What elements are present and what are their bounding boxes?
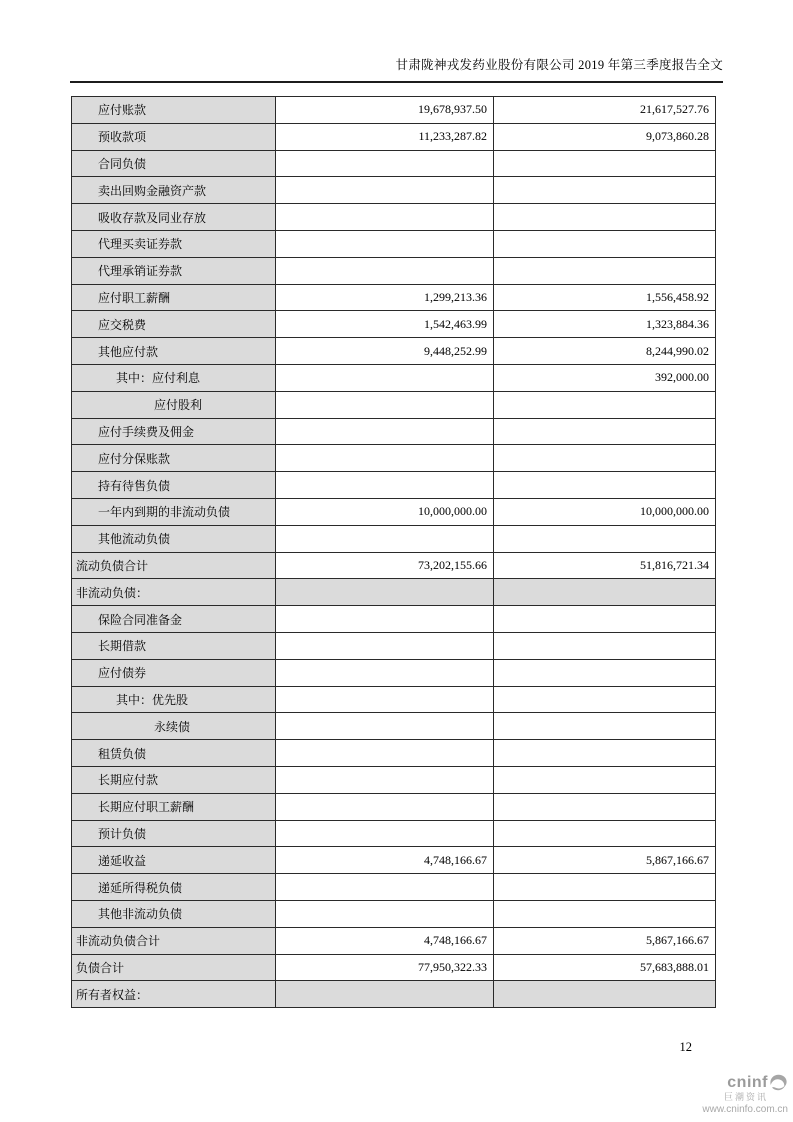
value-period-begin <box>494 659 716 686</box>
table-row <box>72 150 716 177</box>
value-period-end: 1,299,213.36 <box>276 284 494 311</box>
value-period-begin <box>494 257 716 284</box>
value-period-begin <box>494 445 716 472</box>
table-row <box>72 204 716 231</box>
value-period-end <box>276 391 494 418</box>
value-period-end <box>276 364 494 391</box>
value-period-begin: 9,073,860.28 <box>494 123 716 150</box>
row-label: 代理承销证券款 <box>72 257 276 284</box>
table-row <box>72 874 716 901</box>
value-period-begin <box>494 150 716 177</box>
table-row <box>72 257 716 284</box>
value-period-end: 77,950,322.33 <box>276 954 494 981</box>
row-label: 合同负债 <box>72 150 276 177</box>
row-label: 租赁负债 <box>72 740 276 767</box>
value-period-begin: 5,867,166.67 <box>494 847 716 874</box>
value-period-end: 11,233,287.82 <box>276 123 494 150</box>
value-period-end <box>276 740 494 767</box>
table-row <box>72 793 716 820</box>
value-period-end: 73,202,155.66 <box>276 552 494 579</box>
value-period-end <box>276 766 494 793</box>
value-period-begin <box>494 740 716 767</box>
value-period-end <box>276 150 494 177</box>
value-period-end <box>276 445 494 472</box>
value-period-begin: 57,683,888.01 <box>494 954 716 981</box>
value-period-begin: 21,617,527.76 <box>494 97 716 124</box>
value-period-begin <box>494 900 716 927</box>
cninfo-logo <box>658 1074 788 1115</box>
row-label: 持有待售负债 <box>72 472 276 499</box>
value-period-end <box>276 257 494 284</box>
row-label: 永续债 <box>72 713 276 740</box>
value-period-begin <box>494 606 716 633</box>
value-period-end <box>276 525 494 552</box>
value-period-end: 4,748,166.67 <box>276 927 494 954</box>
row-label: 流动负债合计 <box>72 552 276 579</box>
cninfo-brand-row <box>658 1074 788 1092</box>
row-label: 非流动负债： <box>72 579 276 606</box>
page-header-title: 甘肃陇神戎发药业股份有限公司 2019 年第三季度报告全文 <box>395 58 723 72</box>
value-period-begin <box>494 981 716 1008</box>
table-row <box>72 686 716 713</box>
table-row <box>72 847 716 874</box>
row-label: 应付股利 <box>72 391 276 418</box>
cninfo-swirl-icon <box>769 1074 788 1091</box>
row-label: 所有者权益： <box>72 981 276 1008</box>
value-period-end: 1,542,463.99 <box>276 311 494 338</box>
table-row <box>72 418 716 445</box>
balance-sheet-body <box>72 97 716 1008</box>
value-period-begin: 1,323,884.36 <box>494 311 716 338</box>
cninfo-url: www.cninfo.com.cn <box>702 1104 788 1116</box>
value-period-begin: 10,000,000.00 <box>494 498 716 525</box>
table-row <box>72 230 716 257</box>
table-row <box>72 123 716 150</box>
row-label: 应付债券 <box>72 659 276 686</box>
row-label: 应付职工薪酬 <box>72 284 276 311</box>
row-label: 应付分保账款 <box>72 445 276 472</box>
table-row <box>72 766 716 793</box>
table-row <box>72 981 716 1008</box>
value-period-end <box>276 900 494 927</box>
value-period-begin: 5,867,166.67 <box>494 927 716 954</box>
table-row <box>72 391 716 418</box>
row-label: 其中：应付利息 <box>72 364 276 391</box>
table-row <box>72 632 716 659</box>
value-period-begin <box>494 713 716 740</box>
value-period-end <box>276 981 494 1008</box>
value-period-begin <box>494 579 716 606</box>
row-label: 应交税费 <box>72 311 276 338</box>
value-period-begin <box>494 686 716 713</box>
table-row <box>72 177 716 204</box>
row-label: 负债合计 <box>72 954 276 981</box>
value-period-begin <box>494 391 716 418</box>
value-period-begin: 51,816,721.34 <box>494 552 716 579</box>
row-label: 递延收益 <box>72 847 276 874</box>
row-label: 预计负债 <box>72 820 276 847</box>
value-period-end <box>276 632 494 659</box>
value-period-end <box>276 472 494 499</box>
row-label: 递延所得税负债 <box>72 874 276 901</box>
table-row <box>72 97 716 124</box>
value-period-end: 4,748,166.67 <box>276 847 494 874</box>
row-label: 其他应付款 <box>72 338 276 365</box>
value-period-begin <box>494 525 716 552</box>
value-period-begin <box>494 820 716 847</box>
value-period-begin: 8,244,990.02 <box>494 338 716 365</box>
table-row <box>72 900 716 927</box>
value-period-begin <box>494 874 716 901</box>
row-label: 长期应付职工薪酬 <box>72 793 276 820</box>
value-period-begin <box>494 632 716 659</box>
value-period-begin: 1,556,458.92 <box>494 284 716 311</box>
table-row <box>72 579 716 606</box>
value-period-end <box>276 418 494 445</box>
value-period-end <box>276 579 494 606</box>
table-row <box>72 311 716 338</box>
cninfo-name-cn: 巨潮资讯 <box>723 1091 768 1102</box>
value-period-begin <box>494 204 716 231</box>
row-label: 一年内到期的非流动负债 <box>72 498 276 525</box>
value-period-begin: 392,000.00 <box>494 364 716 391</box>
table-row <box>72 659 716 686</box>
table-row <box>72 927 716 954</box>
value-period-end <box>276 606 494 633</box>
balance-sheet-table <box>71 96 716 1008</box>
value-period-end: 10,000,000.00 <box>276 498 494 525</box>
value-period-begin <box>494 793 716 820</box>
header-divider <box>70 81 723 83</box>
cninfo-brand-text: cninf <box>727 1074 768 1091</box>
table-row <box>72 472 716 499</box>
row-label: 长期应付款 <box>72 766 276 793</box>
table-row <box>72 445 716 472</box>
row-label: 应付手续费及佣金 <box>72 418 276 445</box>
page-number: 12 <box>679 1040 692 1054</box>
table-row <box>72 740 716 767</box>
value-period-begin <box>494 230 716 257</box>
table-row <box>72 338 716 365</box>
value-period-end <box>276 820 494 847</box>
value-period-end <box>276 874 494 901</box>
row-label: 应付账款 <box>72 97 276 124</box>
row-label: 其他流动负债 <box>72 525 276 552</box>
row-label: 代理买卖证券款 <box>72 230 276 257</box>
row-label: 其他非流动负债 <box>72 900 276 927</box>
value-period-end <box>276 793 494 820</box>
table-row <box>72 284 716 311</box>
table-row <box>72 713 716 740</box>
value-period-begin <box>494 472 716 499</box>
value-period-end <box>276 713 494 740</box>
value-period-end <box>276 177 494 204</box>
table-row <box>72 606 716 633</box>
value-period-end: 19,678,937.50 <box>276 97 494 124</box>
table-row <box>72 498 716 525</box>
row-label: 保险合同准备金 <box>72 606 276 633</box>
row-label: 其中：优先股 <box>72 686 276 713</box>
value-period-end: 9,448,252.99 <box>276 338 494 365</box>
row-label: 非流动负债合计 <box>72 927 276 954</box>
value-period-begin <box>494 766 716 793</box>
value-period-end <box>276 204 494 231</box>
value-period-begin <box>494 177 716 204</box>
table-row <box>72 954 716 981</box>
row-label: 长期借款 <box>72 632 276 659</box>
row-label: 预收款项 <box>72 123 276 150</box>
table-row <box>72 552 716 579</box>
table-row <box>72 364 716 391</box>
row-label: 吸收存款及同业存放 <box>72 204 276 231</box>
value-period-end <box>276 686 494 713</box>
value-period-end <box>276 659 494 686</box>
value-period-begin <box>494 418 716 445</box>
table-row <box>72 525 716 552</box>
table-row <box>72 820 716 847</box>
row-label: 卖出回购金融资产款 <box>72 177 276 204</box>
value-period-end <box>276 230 494 257</box>
